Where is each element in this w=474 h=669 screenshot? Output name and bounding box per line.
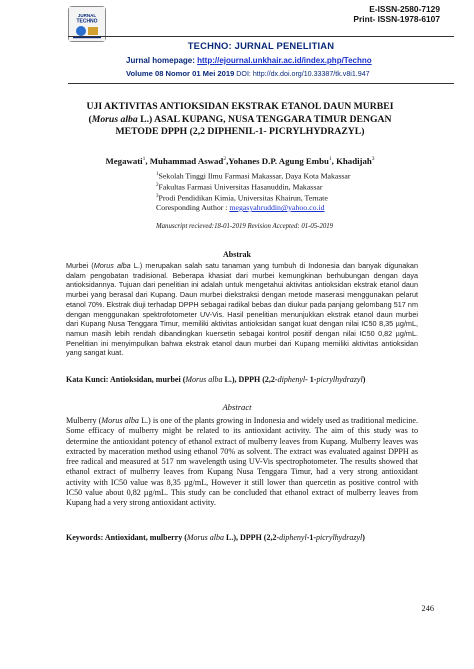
header-rule-top: [68, 36, 454, 37]
homepage-label: Jurnal homepage:: [126, 56, 198, 65]
title-line-3: METODE DPPH (2,2 DIPHENIL-1- PICRYLHYDRAZYL): [115, 126, 365, 137]
abstrak-paragraph: Murbei (Morus alba L.) merupakan salah satu tanaman yang tumbuh di Indonesia dan banyak digunakan dalam pengobatan tradisional. Beberapa khasiat dari murbei kemungkinan berhubungan dengan daya antioksidannya. Tujuan dari penelitian ini adalah untuk mengetahui aktivitas antioksidan ekstrak etanol daun murbei yang berasal dari Kupang. Daun murbei diekstraksi dengan metode maserasi menggunakan pelarut etanol 70%. Ekstrak diuji terhadap DPPH sebagai radikal bebas dan diukur pada panjang gelombang 517 nm dengan menggunakan spektrofotometer UV-Vis. Hasil penelitian menunjukkan ekstrak etanol daun murbei dari Kupang Nusa Tenggara Timur, memiliki aktivitas antioksidan sangat kuat dengan nilai IC50 8,35 µg/mL, namun masih lebih rendah dibandingkan kuersetin sebagai kontrol positif dengan nilai IC50 0,82 µg/mL. Penelitian ini menyimpulkan bahwa ekstrak etanol daun murbei dari Kupang memiliki aktivitas antioksidan yang sangat kuat.: [66, 261, 418, 358]
print-issn: Print- ISSN-1978-6107: [353, 14, 440, 24]
kata-kunci-label: Kata Kunci:: [66, 375, 109, 384]
abstract-paragraph: Mulberry (Morus alba L.) is one of the plants growing in Indonesia and widely used as traditional medicine. Some efficacy of mulberry might be related to its antioxidant activity. The aim of this study was to determine the antioxidant potency of ethanol extract of mulberry leaves from Kupang. Mulberry leaves was extracted by maceration method using ethanol 70% as solvent. The extract was evaluated against DPPH as free radical and measured at 517 nm wavelength using UV-Vis spectrophotometer. The results showed that ethanol extract of mulberry leaves from Kupang Nusa Tenggara Timur, had a very strong antioxidant activity with IC50 value was 8,35 µg/mL, However it still lower than quercetin as positive control with IC50 value about 0,82 µg/mL. This study can be concluded that ethanol extract of mulberry leaves from Kupang had a very strong antioxidant activity.: [66, 416, 418, 508]
journal-header: [68, 4, 454, 90]
page-number: 246: [421, 604, 434, 613]
issn-block: [353, 4, 440, 24]
author-list: Megawati$^1$, Muhammad Aswad$^2$,Yohanes D.P. Agung Embu$^1$, Khadijah$^3$: [105, 156, 375, 166]
affiliation-3: $^3$Prodi Pendidikan Kimia, Universitas Khairun, Ternate: [156, 193, 328, 203]
svg-text:JURNAL: JURNAL: [77, 13, 97, 18]
author-2: , Muhammad Aswad: [145, 156, 224, 166]
affiliation-2: $^2$Fakultas Farmasi Universitas Hasanuddin, Makassar: [156, 182, 323, 192]
homepage-link[interactable]: http://ejournal.unkhair.ac.id/index.php/Techno: [197, 56, 372, 65]
journal-volume-line: [126, 69, 370, 78]
journal-homepage: [126, 56, 372, 65]
abstrak-heading: Abstrak: [222, 250, 251, 259]
affiliation-1: $^1$Sekolah Tinggi Ilmu Farmasi Makassar, Daya Kota Makassar: [156, 171, 351, 181]
article-title: [66, 101, 414, 139]
affiliations: [156, 170, 416, 212]
title-line-2: (Morus alba L.) ASAL KUPANG, NUSA TENGGARA TIMUR DENGAN: [88, 113, 392, 125]
title-line-1: UJI AKTIVITAS ANTIOKSIDAN EKSTRAK ETANOL DAUN MURBEI: [86, 101, 394, 112]
doi-text[interactable]: DOI: http://dx.doi.org/10.33387/tk.v8i1.947: [234, 70, 370, 78]
author-1: Megawati: [105, 156, 143, 166]
abstract-heading: Abstract: [222, 402, 252, 412]
header-rule-bottom: [68, 83, 454, 84]
keywords-label: Keywords:: [66, 533, 104, 542]
author-4: , Khadijah: [331, 156, 372, 166]
author-3: ,Yohanes D.P. Agung Embu: [226, 156, 329, 166]
corresponding-email-link[interactable]: megasyahruddin@yahoo.co.id: [229, 203, 325, 212]
manuscript-dates: Manuscript recieved:18-01-2019 Revision Accepted: 01-05-2019: [156, 223, 334, 230]
corresponding-author: Coresponding Author : megasyahruddin@yahoo.co.id: [156, 203, 325, 212]
kata-kunci: Kata Kunci: Antioksidan, murbei (Morus alba L.), DPPH (2,2-diphenyl- 1-picrylhydrazyl): [66, 375, 366, 384]
volume-label: Volume 08 Nomor 01 Mei 2019: [126, 69, 235, 78]
e-issn: E-ISSN-2580-7129: [369, 4, 440, 14]
keywords: Keywords: Antioxidant, mulberry (Morus alba L.), DPPH (2,2-diphenyl-1-picrylhydrazyl): [66, 533, 365, 542]
svg-text:TECHNO: TECHNO: [76, 18, 98, 25]
journal-title: TECHNO: JURNAL PENELITIAN: [187, 40, 335, 51]
